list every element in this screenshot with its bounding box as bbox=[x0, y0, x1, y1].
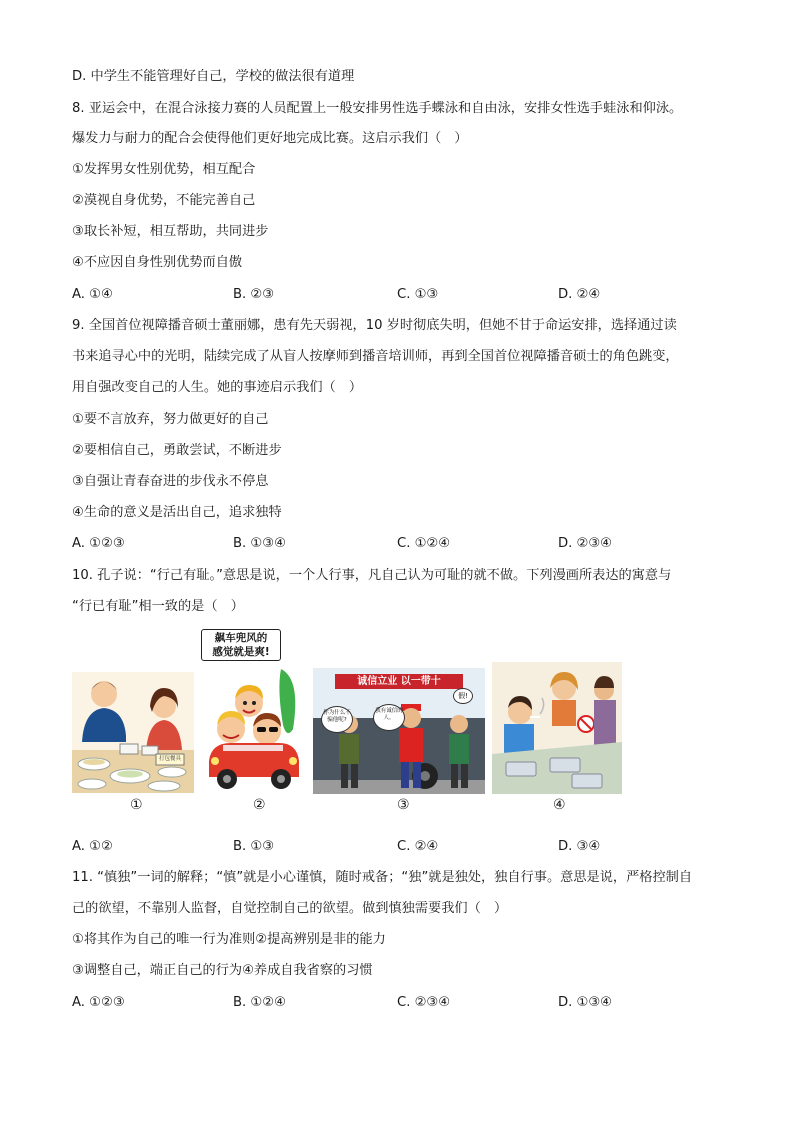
q11-item-2: ③调整自己，端正自己的行为④养成自我省察的习惯 bbox=[72, 963, 373, 978]
q11-option-d[interactable]: D. ①③④ bbox=[558, 995, 613, 1010]
comic-3-image bbox=[313, 668, 485, 794]
q9-item-1: ①要不言放弃，努力做更好的自己 bbox=[72, 412, 269, 427]
comic-2-bubble-line1: 飙车兜风的 bbox=[214, 632, 268, 644]
q8-item-2: ②漠视自身优势，不能完善自己 bbox=[72, 193, 256, 208]
comic-2-label: ② bbox=[253, 797, 266, 813]
q10-stem-line2: “行已有耻”相一致的是（ ） bbox=[72, 599, 244, 614]
q9-item-2: ②要相信自己，勇敢尝试，不断进步 bbox=[72, 443, 282, 458]
comic-2-bubble-line2: 感觉就是爽! bbox=[212, 646, 270, 658]
comic-1-sign: 打包餐具 bbox=[158, 756, 181, 762]
q9-options bbox=[72, 535, 732, 553]
comic-3-bubble-a: 你为什么不骗他呢? bbox=[321, 706, 353, 733]
q10-option-a[interactable]: A. ①② bbox=[72, 839, 113, 854]
comic-1-image bbox=[72, 672, 194, 793]
q10-option-c[interactable]: C. ②④ bbox=[397, 839, 439, 854]
q10-option-d[interactable]: D. ③④ bbox=[558, 839, 601, 854]
q8-item-4: ④不应因自身性别优势而自傲 bbox=[72, 255, 243, 270]
comic-3-banner: 诚信立业 以一带十 bbox=[335, 674, 463, 689]
q11-option-b[interactable]: B. ①②④ bbox=[233, 995, 286, 1010]
comic-4-label: ④ bbox=[553, 797, 566, 813]
q8-options bbox=[72, 286, 732, 304]
q11-stem-line1: 11. “慎独”一词的解释；“慎”就是小心谨慎，随时戒备；“独”就是独处，独自行事。意思是说，严格控制自 bbox=[72, 870, 693, 885]
q9-stem-line1: 9. 全国首位视障播音硕士董丽娜，患有先天弱视，10 岁时彻底失明，但她不甘于命运安排，选择通过读 bbox=[72, 318, 677, 333]
comic-3-bubble-c: 假! bbox=[453, 688, 473, 704]
q8-item-1: ①发挥男女性别优势，相互配合 bbox=[72, 162, 256, 177]
comic-3-label: ③ bbox=[397, 797, 410, 813]
comic-4-image bbox=[492, 662, 622, 794]
q10-stem-line1: 10. 孔子说：“行己有耻。”意思是说，一个人行事，凡自己认为可耻的就不做。下列漫画所表达的寓意与 bbox=[72, 568, 672, 583]
comic-3-bubble-b: 我有诚信的人。 bbox=[373, 704, 405, 731]
comic-2-speech-bubble bbox=[201, 629, 281, 661]
q11-options bbox=[72, 994, 732, 1012]
q10-option-b[interactable]: B. ①③ bbox=[233, 839, 275, 854]
q8-stem-line1: 8. 亚运会中，在混合泳接力赛的人员配置上一般安排男性选手蝶泳和自由泳，安排女性选手蛙泳和仰泳。 bbox=[72, 101, 683, 116]
q8-option-c[interactable]: C. ①③ bbox=[397, 287, 439, 302]
q9-stem-line3: 用自强改变自己的人生。她的事迹启示我们（ ） bbox=[72, 380, 363, 395]
q9-item-3: ③自强让青春奋进的步伐永不停息 bbox=[72, 474, 269, 489]
q8-option-a[interactable]: A. ①④ bbox=[72, 287, 113, 302]
q9-stem-line2: 书来追寻心中的光明，陆续完成了从盲人按摩师到播音培训师，再到全国首位视障播音硕士的角色跳变， bbox=[72, 349, 679, 364]
comic-1-drawing bbox=[72, 672, 194, 793]
q9-item-4: ④生命的意义是活出自己，追求独特 bbox=[72, 505, 282, 520]
q11-item-1: ①将其作为自己的唯一行为准则②提高辨别是非的能力 bbox=[72, 932, 386, 947]
q8-option-d[interactable]: D. ②④ bbox=[558, 287, 601, 302]
comic-4-drawing bbox=[492, 662, 622, 794]
q9-option-b[interactable]: B. ①③④ bbox=[233, 536, 286, 551]
q11-option-c[interactable]: C. ②③④ bbox=[397, 995, 451, 1010]
q11-stem-line2: 己的欲望，不靠别人监督，自觉控制自己的欲望。做到慎独需要我们（ ） bbox=[72, 901, 508, 916]
q8-item-3: ③取长补短，相互帮助，共同进步 bbox=[72, 224, 269, 239]
q10-options bbox=[72, 838, 732, 856]
q8-option-b[interactable]: B. ②③ bbox=[233, 287, 275, 302]
q9-option-c[interactable]: C. ①②④ bbox=[397, 536, 451, 551]
q8-stem-line2: 爆发力与耐力的配合会使得他们更好地完成比赛。这启示我们（ ） bbox=[72, 131, 468, 146]
comic-2-image bbox=[201, 629, 307, 795]
q7-option-d: D. 中学生不能管理好自己，学校的做法很有道理 bbox=[72, 69, 355, 84]
comic-1-label: ① bbox=[130, 797, 143, 813]
q9-option-d[interactable]: D. ②③④ bbox=[558, 536, 613, 551]
q11-option-a[interactable]: A. ①②③ bbox=[72, 995, 125, 1010]
q9-option-a[interactable]: A. ①②③ bbox=[72, 536, 125, 551]
